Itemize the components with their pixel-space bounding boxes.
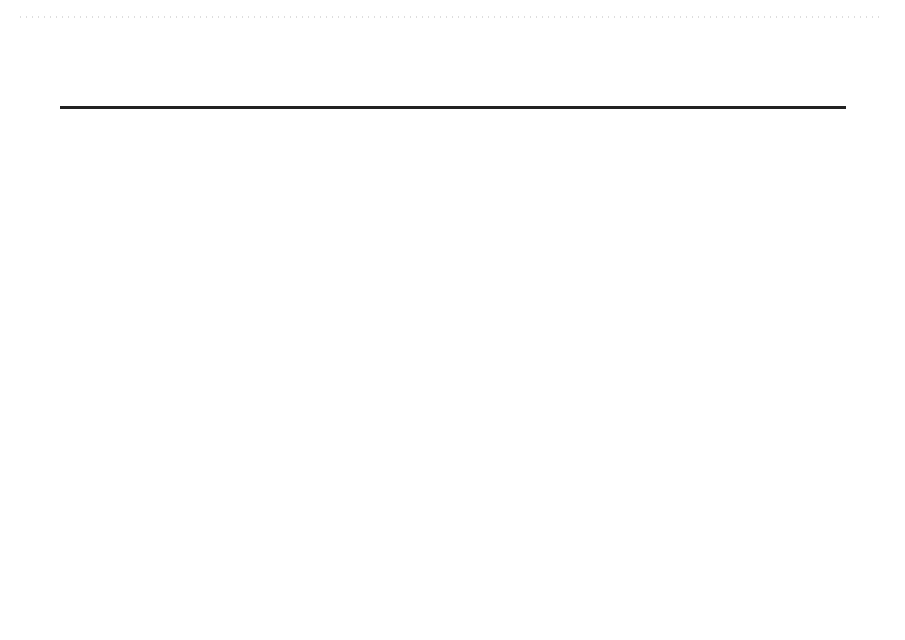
task-row xyxy=(61,108,846,109)
task-text xyxy=(61,108,846,109)
indicators-table xyxy=(60,106,846,109)
scan-noise xyxy=(0,14,905,20)
